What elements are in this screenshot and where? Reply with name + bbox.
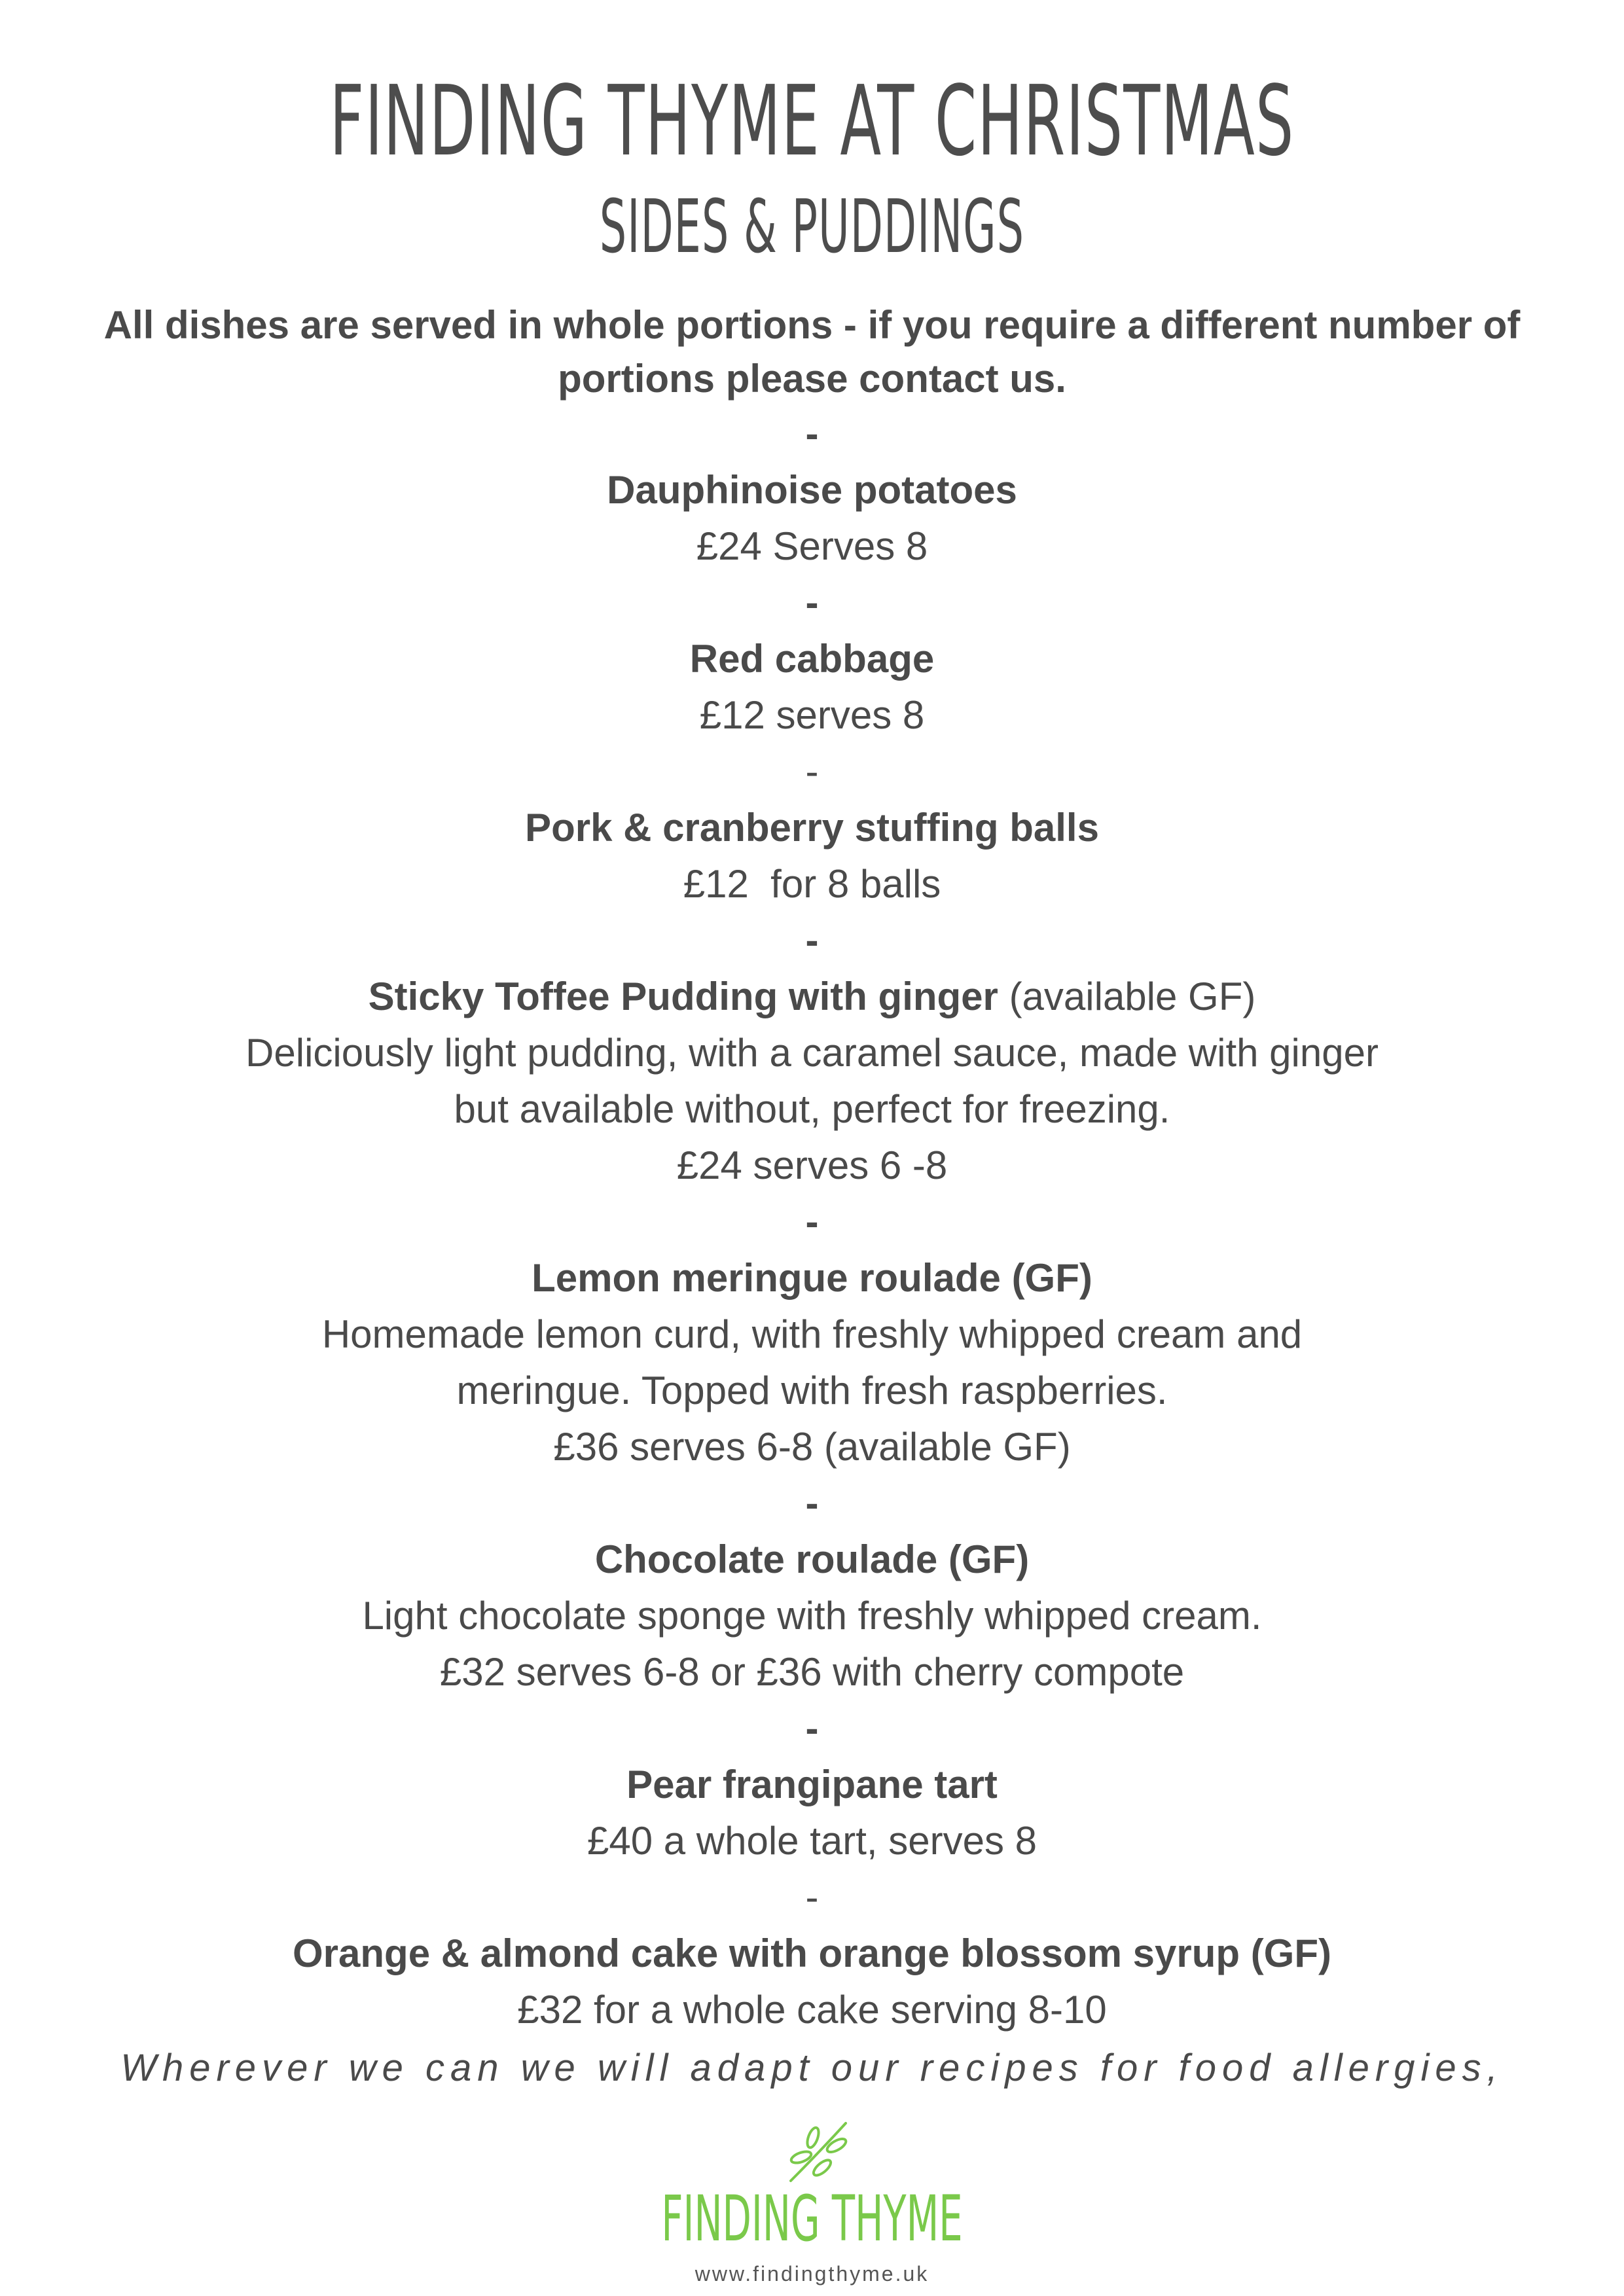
dish-price: £24 serves 6 -8 — [676, 1143, 948, 1187]
menu-item-red-cabbage — [65, 631, 1559, 744]
dish-name: Chocolate roulade (GF) — [594, 1537, 1030, 1581]
separator: - — [805, 412, 819, 456]
menu-list — [65, 406, 1559, 2038]
dish-price: £36 serves 6-8 (available GF) — [553, 1425, 1071, 1469]
dish-price: £32 serves 6-8 or £36 with cherry compote — [439, 1650, 1185, 1694]
menu-item-stuffing-balls — [65, 800, 1559, 912]
dish-name: Pear frangipane tart — [626, 1763, 998, 1806]
menu-item-lemon-roulade — [65, 1250, 1559, 1475]
brand-name: FINDING THYME — [661, 2182, 963, 2255]
dish-price: £12 serves 8 — [699, 693, 925, 737]
dish-name: Pork & cranberry stuffing balls — [525, 806, 1099, 850]
dish-name: Red cabbage — [689, 637, 935, 681]
dish-note: (available GF) — [1009, 975, 1256, 1018]
dish-price: £24 Serves 8 — [696, 524, 928, 568]
dish-description: Light chocolate sponge with freshly whipped cream. — [362, 1594, 1262, 1638]
dish-price: £12 for 8 balls — [683, 862, 941, 906]
dish-description: meringue. Topped with fresh raspberries. — [456, 1369, 1168, 1412]
separator: - — [805, 1875, 819, 1919]
menu-item-frangipane-tart — [65, 1757, 1559, 1869]
menu-item-chocolate-roulade — [65, 1532, 1559, 1700]
separator: - — [805, 1200, 819, 1244]
dish-name: Sticky Toffee Pudding with ginger — [368, 975, 998, 1018]
page-title: FINDING THYME AT CHRISTMAS — [329, 65, 1295, 177]
separator: - — [805, 1481, 819, 1525]
leaf-sprig-icon — [779, 2115, 857, 2187]
intro-text: All dishes are served in whole portions - if you require a different number of portions please contact us. — [103, 303, 1521, 401]
menu-item-orange-almond-cake — [65, 1926, 1559, 2038]
dish-name: Dauphinoise potatoes — [607, 468, 1017, 512]
brand-logo — [0, 2115, 1624, 2286]
menu-item-dauphinoise — [65, 462, 1559, 575]
dish-description: but available without, perfect for freezing. — [454, 1087, 1170, 1131]
dish-heading — [65, 969, 1559, 1025]
dish-price: £32 for a whole cake serving 8-10 — [517, 1988, 1107, 2032]
dish-description: Homemade lemon curd, with freshly whipped cream and — [321, 1312, 1303, 1356]
separator: - — [805, 581, 819, 624]
website-link[interactable]: www.findingthyme.uk — [695, 2262, 929, 2286]
allergy-note: Wherever we can we will adapt our recipes for food allergies, — [120, 2047, 1504, 2089]
dish-name: Lemon meringue roulade (GF) — [532, 1256, 1092, 1300]
separator: - — [805, 918, 819, 962]
page-subtitle: SIDES & PUDDINGS — [599, 185, 1025, 270]
dish-price: £40 a whole tart, serves 8 — [586, 1819, 1038, 1863]
dish-name: Orange & almond cake with orange blossom syrup (GF) — [293, 1931, 1331, 1975]
dish-description: Deliciously light pudding, with a caramel sauce, made with ginger — [245, 1031, 1379, 1075]
separator: - — [805, 1706, 819, 1750]
menu-item-sticky-toffee — [65, 969, 1559, 1194]
separator: - — [805, 749, 819, 793]
